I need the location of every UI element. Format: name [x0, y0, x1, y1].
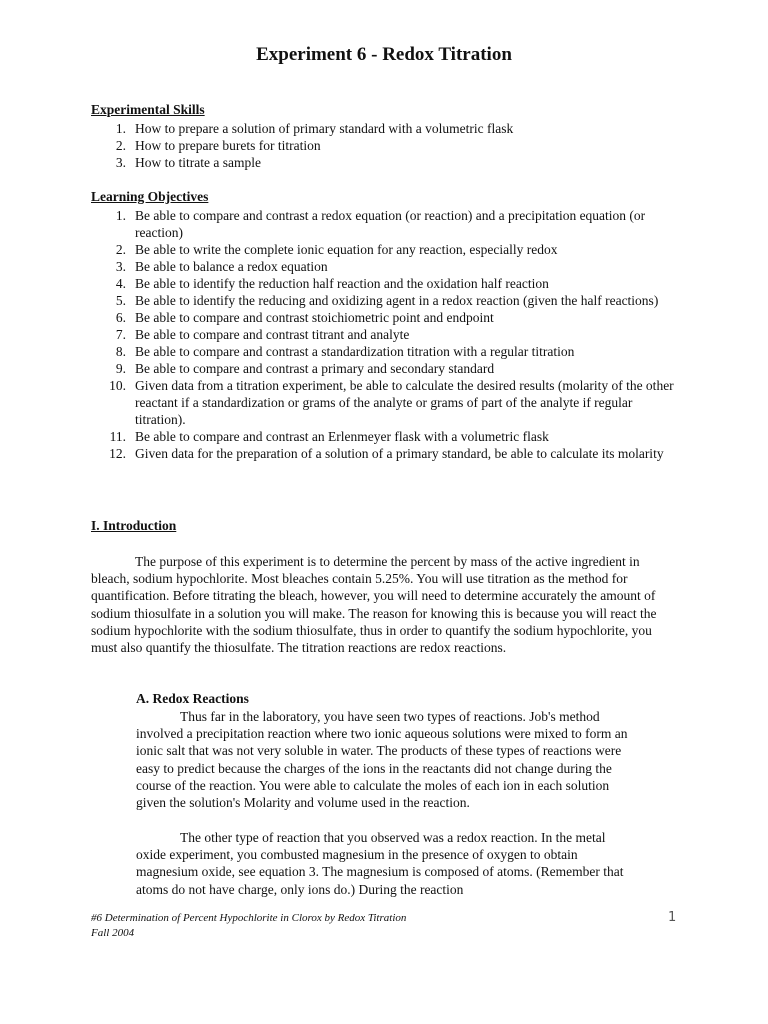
list-number: 1.	[115, 208, 126, 223]
list-text: Be able to compare and contrast titrant and analyte	[135, 327, 410, 342]
list-item	[91, 292, 681, 309]
list-item	[91, 154, 681, 171]
skills-list	[91, 120, 681, 171]
list-number: 7.	[115, 327, 126, 342]
redox-paragraph-1: Thus far in the laboratory, you have seen two types of reactions. Job's method involved a precipitation reaction where two ionic aqueous solutions were mixed to form an ionic salt that was not very soluble in water. The products of these types of reactions were easy to predict because the charges of the ions in the reactants did not change during the course of the reaction. You were able to calculate the moles of each ion in each solution given the solution's Molarity and volume used in the reaction.	[136, 709, 628, 811]
list-number: 1.	[115, 121, 126, 136]
list-text: Be able to write the complete ionic equation for any reaction, especially redox	[135, 242, 558, 257]
list-number: 9.	[115, 361, 126, 376]
list-item	[91, 309, 681, 326]
list-number: 3.	[115, 155, 126, 170]
list-text: How to prepare a solution of primary standard with a volumetric flask	[135, 121, 514, 136]
list-number: 5.	[115, 293, 126, 308]
list-text: How to titrate a sample	[135, 155, 261, 170]
objectives-heading: Learning Objectives	[91, 189, 209, 204]
list-item	[91, 137, 681, 154]
footer-term: Fall 2004	[91, 927, 135, 939]
list-text: How to prepare burets for titration	[135, 138, 321, 153]
list-text: Be able to balance a redox equation	[135, 259, 328, 274]
list-text: Given data from a titration experiment, be able to calculate the desired results (molarity of the other reactant if a standardization or grams of the analyte or grams of part of the analyte if regular titration).	[135, 378, 674, 427]
list-number: 10.	[109, 378, 126, 393]
list-text: Be able to identify the reducing and oxidizing agent in a redox reaction (given the half reactions)	[135, 293, 659, 308]
list-number: 3.	[115, 259, 126, 274]
introduction-paragraph: The purpose of this experiment is to determine the percent by mass of the active ingredient in bleach, sodium hypochlorite. Most bleaches contain 5.25%. You will use titration as the method for quantification. Before titrating the bleach, however, you will need to determine accurately the amount of sodium thiosulfate in a solution you will make. The reason for knowing this is because you will react the sodium hypochlorite with the sodium thiosulfate, thus in order to quantify the sodium hypochlorite, you must also quantify the thiosulfate. The titration reactions are redox reactions.	[91, 554, 657, 656]
list-number: 6.	[115, 310, 126, 325]
list-text: Be able to compare and contrast an Erlenmeyer flask with a volumetric flask	[135, 429, 549, 444]
introduction-heading: I. Introduction	[91, 518, 177, 533]
list-item	[91, 275, 681, 292]
objectives-list	[91, 207, 681, 462]
page-number: 1	[668, 910, 677, 925]
list-number: 2.	[115, 138, 126, 153]
list-number: 4.	[115, 276, 126, 291]
list-item	[91, 120, 681, 137]
list-number: 8.	[115, 344, 126, 359]
list-number: 12.	[109, 446, 126, 461]
list-text: Be able to compare and contrast stoichiometric point and endpoint	[135, 310, 494, 325]
list-text: Be able to compare and contrast a redox equation (or reaction) and a precipitation equation (or reaction)	[135, 208, 646, 240]
list-item	[91, 326, 681, 343]
list-text: Be able to compare and contrast a primary and secondary standard	[135, 361, 495, 376]
list-text: Be able to identify the reduction half reaction and the oxidation half reaction	[135, 276, 549, 291]
list-item	[91, 445, 681, 462]
list-item	[91, 343, 681, 360]
list-item	[91, 360, 681, 377]
list-text: Given data for the preparation of a solution of a primary standard, be able to calculate its molarity	[135, 446, 664, 461]
list-item	[91, 241, 681, 258]
footer-title: #6 Determination of Percent Hypochlorite in Clorox by Redox Titration	[91, 912, 407, 924]
skills-heading: Experimental Skills	[91, 102, 205, 117]
list-item	[91, 377, 681, 428]
list-text: Be able to compare and contrast a standardization titration with a regular titration	[135, 344, 575, 359]
redox-paragraph-2: The other type of reaction that you observed was a redox reaction. In the metal oxide experiment, you combusted magnesium in the presence of oxygen to obtain magnesium oxide, see equation 3. The magnesium is composed of atoms. (Remember that atoms do not have charge, only ions do.) During the reaction	[136, 830, 624, 897]
list-item	[91, 428, 681, 445]
list-number: 2.	[115, 242, 126, 257]
list-item	[91, 207, 681, 241]
list-item	[91, 258, 681, 275]
page-footer	[91, 911, 406, 941]
page-title: Experiment 6 - Redox Titration	[256, 44, 512, 65]
redox-heading: A. Redox Reactions	[136, 691, 249, 706]
list-number: 11.	[109, 429, 126, 444]
